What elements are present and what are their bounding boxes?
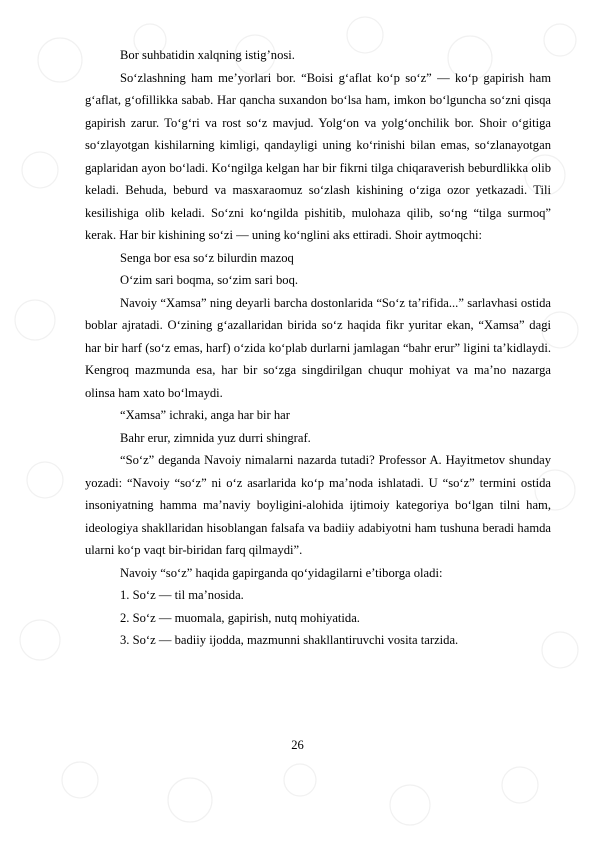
document-body	[85, 44, 551, 652]
paragraph-1: Bor suhbatidin xalqning istig’nosi.	[120, 48, 295, 62]
verse-line-3: “Xamsa” ichraki, anga har bir har	[120, 408, 290, 422]
verse-line-1: Senga bor esa so‘z bilurdin mazoq	[120, 250, 294, 265]
paragraph-2: So‘zlashning ham me’yorlari bor. “Boisi g‘aflat ko‘p so‘z” — ko‘p gapirish ham g‘aflat, g‘ofillikka sabab. Har qancha suxandon bo‘lsa ham, imkon bo‘lguncha so‘zni qisqa gapirish zarur. To‘g‘ri va rost so‘z mavjud. Yolg‘on va yolg‘onchilik bor. Shoir o‘gitiga so‘zlayotgan kishilarning kimligi, qandayligi uning ko‘rinishi bilan emas, so‘zlanayotgan gaplaridan ayon bo‘ladi. Ko‘ngilga kelgan har bir fikrni tilga chiqaraverish beburdlikka olib keladi. Behuda, beburd va masxaraomuz so‘zlash kishining o‘ziga ozor yetkazadi. Tili kesilishiga olib keladi. So‘zni ko‘ngilda pishitib, mulohaza qilib, so‘ng “tilga surmoq” kerak. Har bir kishining so‘zi — uning ko‘nglini aks ettiradi. Shoir aytmoqchi:	[85, 70, 551, 242]
list-item-1: 1. So‘z — til ma’nosida.	[120, 588, 244, 602]
paragraph-4: “So‘z” deganda Navoiy nimalarni nazarda tutadi? Professor A. Hayitmetov shunday yozadi: “Navoiy “so‘z” ni o‘z asarlarida ko‘p ma’noda ishlatadi. U “so‘z” termini ostida insoniyatning hamma ma’naviy boyligini-alohida ijtimoiy kategoriya bo‘lgan tilni ham, ideologiya shakllaridan hisoblangan falsafa va badiiy adabiyotni ham tushuna beradi hamda ularni ko‘p vaqt bir-biridan farq qilmaydi”.	[85, 453, 551, 557]
verse-line-4: Bahr erur, zimnida yuz durri shingraf.	[120, 430, 311, 445]
list-item-3: 3. So‘z — badiiy ijodda, mazmunni shakllantiruvchi vosita tarzida.	[120, 633, 459, 647]
paragraph-5: Navoiy “so‘z” haqida gapirganda qo‘yidagilarni e’tiborga oladi:	[120, 565, 443, 580]
list-item-2: 2. So‘z — muomala, gapirish, nutq mohiyatida.	[120, 610, 360, 625]
paragraph-3: Navoiy “Xamsa” ning deyarli barcha dostonlarida “So‘z ta’rifida...” sarlavhasi ostida boblar ajratadi. O‘zining g‘azallaridan birida so‘z haqida fikr yuritar ekan, “Xamsa” dagi har bir harf (so‘z emas, harf) o‘zida ko‘plab durlarni jamlagan “bahr erur” ligini ta’kidlaydi. Kengroq mazmunda esa, har bir so‘zga singdirilgan chuqur mohiyat va ma’no nazarga olinsa ham xato bo‘lmaydi.	[85, 295, 551, 400]
page-number: 26	[291, 738, 304, 752]
verse-line-2: O‘zim sari boqma, so‘zim sari boq.	[120, 273, 299, 287]
